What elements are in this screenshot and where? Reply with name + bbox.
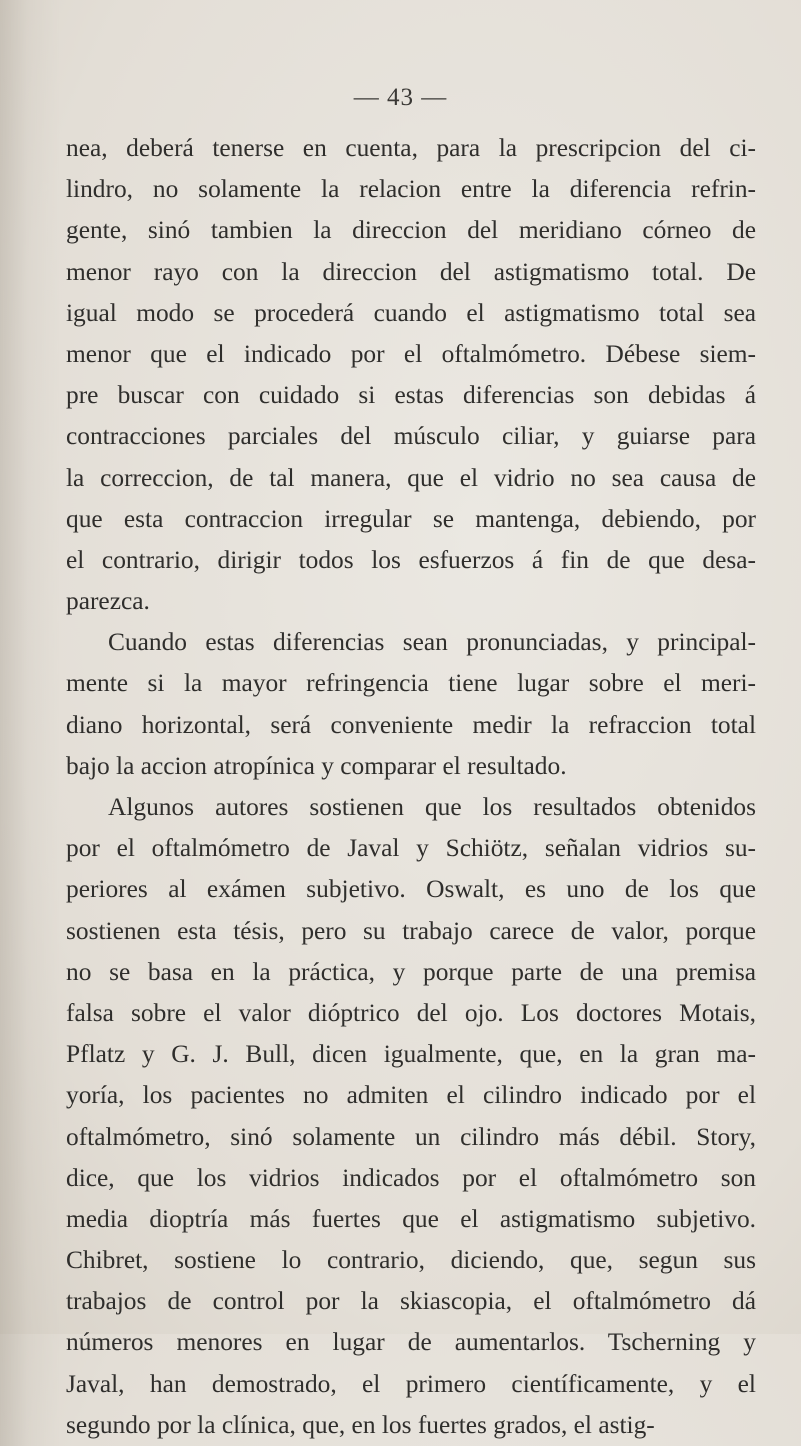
text-line: bajo la accion atropínica y comparar el resultado. <box>66 751 567 780</box>
text-line: Pflatz y G. J. Bull, dicen igualmente, que, en la gran ma- <box>66 1040 756 1069</box>
text-line: igual modo se procederá cuando el astigmatismo total sea <box>66 298 756 327</box>
text-line: gente, sinó tambien la direccion del meridiano córneo de <box>66 216 756 245</box>
page-number: — 43 — <box>353 84 448 111</box>
text-line: media dioptría más fuertes que el astigmatismo subjetivo. <box>66 1204 756 1233</box>
text-line: pre buscar con cuidado si estas diferencias son debidas á <box>66 381 756 410</box>
body-text <box>66 128 756 1446</box>
text-line: oftalmómetro, sinó solamente un cilindro más débil. Story, <box>66 1122 756 1151</box>
text-line: el contrario, dirigir todos los esfuerzos á fin de que desa- <box>66 545 756 574</box>
text-line: números menores en lugar de aumentarlos. Tscherning y <box>66 1328 756 1357</box>
text-line: Chibret, sostiene lo contrario, diciendo, que, segun sus <box>66 1246 756 1275</box>
text-line: contracciones parciales del músculo ciliar, y guiarse para <box>66 422 756 451</box>
text-line: falsa sobre el valor dióptrico del ojo. Los doctores Motais, <box>66 998 756 1027</box>
text-line: por el oftalmómetro de Javal y Schiötz, señalan vidrios su- <box>66 834 756 863</box>
text-line: segundo por la clínica, que, en los fuertes grados, el astig- <box>66 1410 655 1439</box>
text-line: periores al exámen subjetivo. Oswalt, es uno de los que <box>66 875 756 904</box>
paragraph <box>66 622 756 787</box>
text-line: dice, que los vidrios indicados por el oftalmómetro son <box>66 1163 756 1192</box>
text-line: sostienen esta tésis, pero su trabajo carece de valor, porque <box>66 916 756 945</box>
text-line: Javal, han demostrado, el primero científicamente, y el <box>66 1369 756 1398</box>
text-line: Algunos autores sostienen que los resultados obtenidos <box>108 793 756 821</box>
text-line: no se basa en la práctica, y porque parte de una premisa <box>66 957 756 986</box>
text-line: que esta contraccion irregular se mantenga, debiendo, por <box>66 504 756 533</box>
text-line: menor rayo con la direccion del astigmatismo total. De <box>66 257 756 286</box>
text-line: trabajos de control por la skiascopia, el oftalmómetro dá <box>66 1287 756 1316</box>
paragraph <box>66 787 756 1446</box>
text-line: nea, deberá tenerse en cuenta, para la prescripcion del ci- <box>66 134 756 162</box>
text-line: la correccion, de tal manera, que el vidrio no sea causa de <box>66 463 756 492</box>
text-line: mente si la mayor refringencia tiene lugar sobre el meri- <box>66 669 756 698</box>
text-line: Cuando estas diferencias sean pronunciadas, y principal- <box>108 628 756 657</box>
paragraph <box>66 128 756 622</box>
text-line: yoría, los pacientes no admiten el cilindro indicado por el <box>66 1081 756 1110</box>
text-line: diano horizontal, será conveniente medir la refraccion total <box>66 710 756 739</box>
text-line: lindro, no solamente la relacion entre la diferencia refrin- <box>66 175 756 204</box>
text-line: menor que el indicado por el oftalmómetro. Débese siem- <box>66 339 756 368</box>
text-line: parezca. <box>66 587 150 616</box>
